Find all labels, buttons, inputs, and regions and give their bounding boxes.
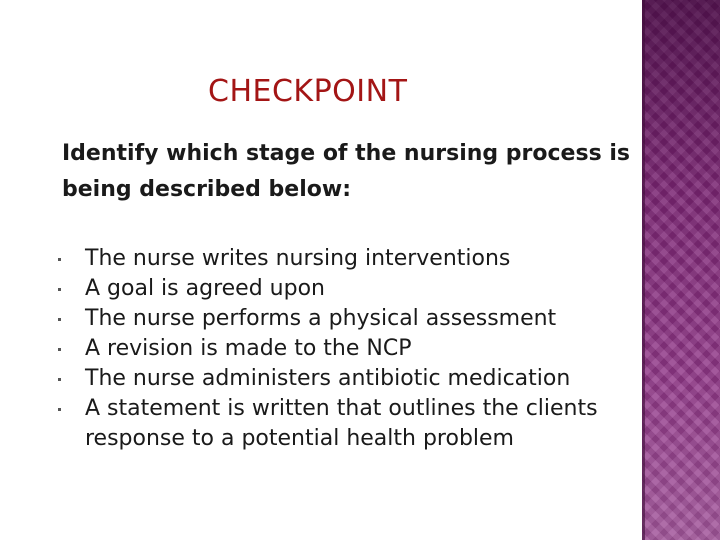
bullet-item <box>58 274 642 304</box>
bullet-text: A goal is agreed upon <box>85 276 325 301</box>
bullet-dot-icon <box>58 258 61 261</box>
bullet-dot-icon <box>58 318 61 321</box>
bullet-dot-icon <box>58 408 61 411</box>
bullet-list <box>58 244 642 454</box>
bullet-item <box>58 394 642 454</box>
bullet-item <box>58 364 642 394</box>
bullet-item <box>58 244 642 274</box>
bullet-dot-icon <box>58 378 61 381</box>
slide-title: CHECKPOINT <box>208 74 408 109</box>
bullet-item <box>58 334 642 364</box>
bullet-text: A statement is written that outlines the clients response to a potential health problem <box>85 396 598 451</box>
bullet-text: The nurse administers antibiotic medication <box>85 366 571 391</box>
bullet-item <box>58 304 642 334</box>
bullet-text: A revision is made to the NCP <box>85 336 412 361</box>
bullet-dot-icon <box>58 288 61 291</box>
decorative-side-band <box>642 0 720 540</box>
bullet-dot-icon <box>58 348 61 351</box>
bullet-text: The nurse writes nursing interventions <box>85 246 511 271</box>
intro-text: Identify which stage of the nursing process is being described below: <box>62 141 630 202</box>
bullet-text: The nurse performs a physical assessment <box>85 306 557 331</box>
